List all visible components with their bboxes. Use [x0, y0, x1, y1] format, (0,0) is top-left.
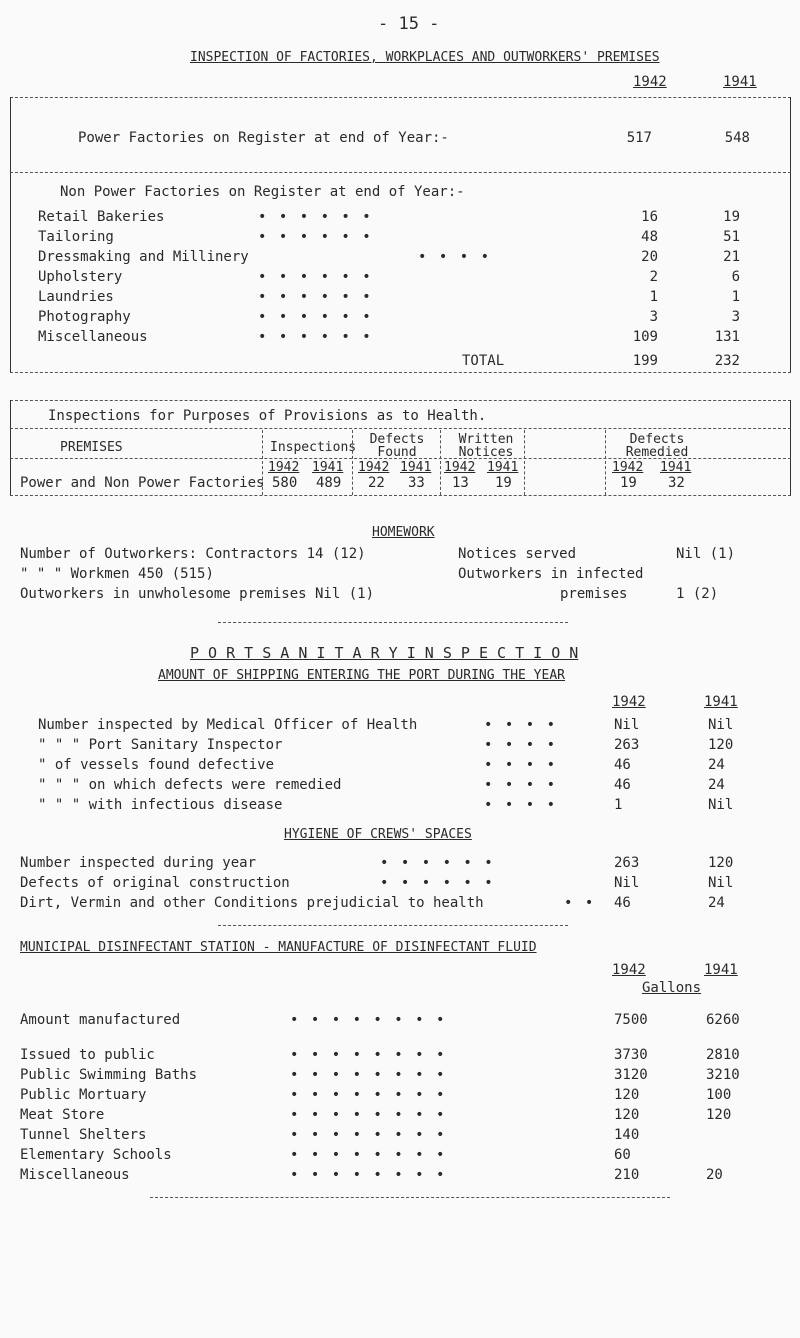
row-label: Public Mortuary	[20, 1087, 147, 1103]
row-label: " of vessels found defective	[38, 757, 275, 773]
row-1942: 120	[614, 1107, 640, 1123]
row-1941: 24	[708, 777, 725, 793]
row-1941: 20	[706, 1167, 723, 1183]
leader-dots: • • • • • • • •	[290, 1127, 447, 1143]
leader-dots: • • • •	[484, 757, 558, 773]
row-label: Meat Store	[20, 1107, 105, 1123]
insp-year: 1941	[400, 460, 432, 475]
row-label: Defects of original construction	[20, 875, 290, 891]
homework-line1	[20, 546, 366, 562]
row-label: " " " on which defects were remedied	[38, 777, 342, 793]
inspections-row-label: Power and Non Power Factories	[20, 475, 265, 491]
box1-divider	[10, 172, 791, 173]
col-inspections: Inspections	[270, 440, 357, 455]
col-divider	[605, 430, 606, 495]
row-1941: 21	[723, 249, 740, 265]
row-1942: 7500	[614, 1012, 648, 1028]
box1-left	[10, 97, 11, 373]
leader-dots: • • • • • •	[258, 269, 373, 285]
box2-right	[790, 400, 791, 496]
row-label: Upholstery	[38, 269, 123, 285]
row-label: Issued to public	[20, 1047, 155, 1063]
leader-dots: • • • •	[484, 797, 558, 813]
leader-dots: • • • • • •	[258, 229, 373, 245]
row-label: Number inspected by Medical Officer of Health	[38, 717, 418, 733]
total-1942: 199	[632, 353, 658, 369]
total-label: TOTAL	[462, 353, 505, 369]
homework-premises: premises	[560, 586, 628, 602]
power-factories-1942: 517	[626, 130, 652, 146]
non-power-heading: Non Power Factories on Register at end of Year:-	[60, 184, 465, 200]
leader-dots: • • • •	[484, 777, 558, 793]
page-title: INSPECTION OF FACTORIES, WORKPLACES AND OUTWORKERS' PREMISES	[190, 50, 660, 65]
separator	[150, 1197, 670, 1198]
leader-dots: • • • •	[484, 717, 558, 733]
leader-dots: • • • • • •	[380, 855, 495, 871]
row-1941: 6260	[706, 1012, 740, 1028]
row-1942: 210	[614, 1167, 640, 1183]
row-1941: 19	[723, 209, 740, 225]
leader-dots: • • • • • • • •	[290, 1047, 447, 1063]
inspections-heading: Inspections for Purposes of Provisions as to Health.	[48, 408, 487, 424]
leader-dots: • • • • • • • •	[290, 1067, 447, 1083]
row-1942: Nil	[614, 875, 640, 891]
homework-premises-val: 1 (2)	[676, 586, 719, 602]
leader-dots: • • • • • • • •	[290, 1147, 447, 1163]
row-label: Tailoring	[38, 229, 114, 245]
row-1942: 48	[641, 229, 658, 245]
year-1941-header: 1941	[723, 74, 757, 90]
box2-header-line	[10, 428, 791, 429]
insp-year: 1941	[487, 460, 519, 475]
homework-infected: Outworkers in infected	[458, 566, 644, 582]
leader-dots: • • • • • •	[258, 289, 373, 305]
box2-subheader-line	[10, 458, 791, 459]
row-1942: 3	[649, 309, 658, 325]
leader-dots: • • • • • • • •	[290, 1107, 447, 1123]
row-1941: Nil	[708, 717, 734, 733]
insp-value: 19	[620, 475, 637, 491]
col-defects-found: Defects Found	[369, 432, 425, 460]
box1-right	[790, 97, 791, 373]
row-1942: 46	[614, 757, 631, 773]
box1-top	[10, 97, 791, 98]
leader-dots: • • • •	[418, 249, 492, 265]
row-label: " " " with infectious disease	[38, 797, 283, 813]
col-divider	[352, 430, 353, 495]
col-divider	[440, 430, 441, 495]
row-1942: 16	[641, 209, 658, 225]
row-1941: 3210	[706, 1067, 740, 1083]
insp-year: 1942	[268, 460, 300, 475]
insp-value: 19	[495, 475, 512, 491]
col-written-notices: Written Notices	[458, 432, 514, 460]
row-label: " " " Port Sanitary Inspector	[38, 737, 283, 753]
insp-year: 1942	[612, 460, 644, 475]
col-premises: PREMISES	[60, 440, 123, 455]
insp-value: 22	[368, 475, 385, 491]
row-label: Retail Bakeries	[38, 209, 165, 225]
row-label: Elementary Schools	[20, 1147, 172, 1163]
row-label: Laundries	[38, 289, 114, 305]
box2-top	[10, 400, 791, 401]
leader-dots: • • • • • •	[258, 329, 373, 345]
row-1941: Nil	[708, 875, 734, 891]
row-1942: 60	[614, 1147, 631, 1163]
row-1942: 1	[614, 797, 623, 813]
year-1942-header: 1942	[633, 74, 667, 90]
row-1942: 263	[614, 855, 640, 871]
row-1941: Nil	[708, 797, 734, 813]
homework-notices-val: Nil (1)	[676, 546, 736, 562]
row-label: Miscellaneous	[38, 329, 148, 345]
insp-year: 1941	[312, 460, 344, 475]
row-1941: 120	[708, 737, 734, 753]
box1-bottom	[10, 372, 791, 373]
homework-heading: HOMEWORK	[372, 525, 435, 540]
row-1942: 20	[641, 249, 658, 265]
homework-notices: Notices served	[458, 546, 577, 562]
hw-value: 450 (515)	[138, 566, 214, 582]
disinf-year-1941: 1941	[704, 962, 738, 978]
homework-line2	[20, 566, 214, 582]
leader-dots: • • • •	[484, 737, 558, 753]
col-defects-remedied: Defects Remedied	[625, 432, 689, 460]
insp-year: 1941	[660, 460, 692, 475]
row-1942: 109	[632, 329, 658, 345]
insp-value: 580	[272, 475, 298, 491]
row-1942: 3120	[614, 1067, 648, 1083]
row-1942: 1	[649, 289, 658, 305]
leader-dots: • • • • • • • •	[290, 1012, 447, 1028]
hw-value: 14 (12)	[306, 546, 366, 562]
row-1941: 1	[731, 289, 740, 305]
port-year-1941: 1941	[704, 694, 738, 710]
row-label: Tunnel Shelters	[20, 1127, 147, 1143]
row-label: Public Swimming Baths	[20, 1067, 198, 1083]
insp-year: 1942	[444, 460, 476, 475]
port-heading: P O R T S A N I T A R Y I N S P E C T I O N	[190, 644, 579, 662]
port-subheading: AMOUNT OF SHIPPING ENTERING THE PORT DURING THE YEAR	[158, 668, 565, 683]
leader-dots: • • • • • • • •	[290, 1087, 447, 1103]
row-1941: 24	[708, 757, 725, 773]
crews-heading: HYGIENE OF CREWS' SPACES	[284, 827, 472, 842]
disinf-units: Gallons	[642, 980, 702, 996]
row-1942: 46	[614, 895, 631, 911]
row-label: Miscellaneous	[20, 1167, 130, 1183]
box2-bottom	[10, 495, 791, 496]
insp-value: 32	[668, 475, 685, 491]
leader-dots: • • • • • •	[258, 309, 373, 325]
port-year-1942: 1942	[612, 694, 646, 710]
row-1941: 100	[706, 1087, 732, 1103]
page-number: - 15 -	[378, 14, 440, 34]
total-1941: 232	[714, 353, 740, 369]
row-1941: 6	[731, 269, 740, 285]
row-1941: 120	[706, 1107, 732, 1123]
hw-label: " " " Workmen	[20, 566, 130, 582]
row-1942: Nil	[614, 717, 640, 733]
row-1941: 24	[708, 895, 725, 911]
insp-year: 1942	[358, 460, 390, 475]
leader-dots: • • • • • • • •	[290, 1167, 447, 1183]
row-1942: 120	[614, 1087, 640, 1103]
box2-left	[10, 400, 11, 496]
leader-dots: • • • • • •	[380, 875, 495, 891]
row-1941: 131	[714, 329, 740, 345]
leader-dots: • •	[564, 895, 596, 911]
hw-label: Number of Outworkers: Contractors	[20, 546, 299, 562]
disinf-year-1942: 1942	[612, 962, 646, 978]
leader-dots: • • • • • •	[258, 209, 373, 225]
row-1942: 3730	[614, 1047, 648, 1063]
separator	[218, 622, 568, 623]
power-factories-label: Power Factories on Register at end of Year:-	[78, 130, 449, 146]
row-1942: 46	[614, 777, 631, 793]
row-1942: 140	[614, 1127, 640, 1143]
row-label: Photography	[38, 309, 131, 325]
insp-value: 13	[452, 475, 469, 491]
row-1941: 120	[708, 855, 734, 871]
row-1942: 2	[649, 269, 658, 285]
row-1941: 2810	[706, 1047, 740, 1063]
row-label: Dirt, Vermin and other Conditions prejudicial to health	[20, 895, 484, 911]
row-label: Number inspected during year	[20, 855, 257, 871]
power-factories-1941: 548	[724, 130, 750, 146]
separator	[218, 925, 568, 926]
row-1941: 51	[723, 229, 740, 245]
insp-value: 33	[408, 475, 425, 491]
row-label: Dressmaking and Millinery	[38, 249, 249, 265]
col-divider	[524, 430, 525, 495]
row-label: Amount manufactured	[20, 1012, 181, 1028]
insp-value: 489	[316, 475, 342, 491]
homework-line3: Outworkers in unwholesome premises Nil (1)	[20, 586, 375, 602]
row-1942: 263	[614, 737, 640, 753]
row-1941: 3	[731, 309, 740, 325]
disinfectant-heading: MUNICIPAL DISINFECTANT STATION - MANUFACTURE OF DISINFECTANT FLUID	[20, 940, 537, 955]
